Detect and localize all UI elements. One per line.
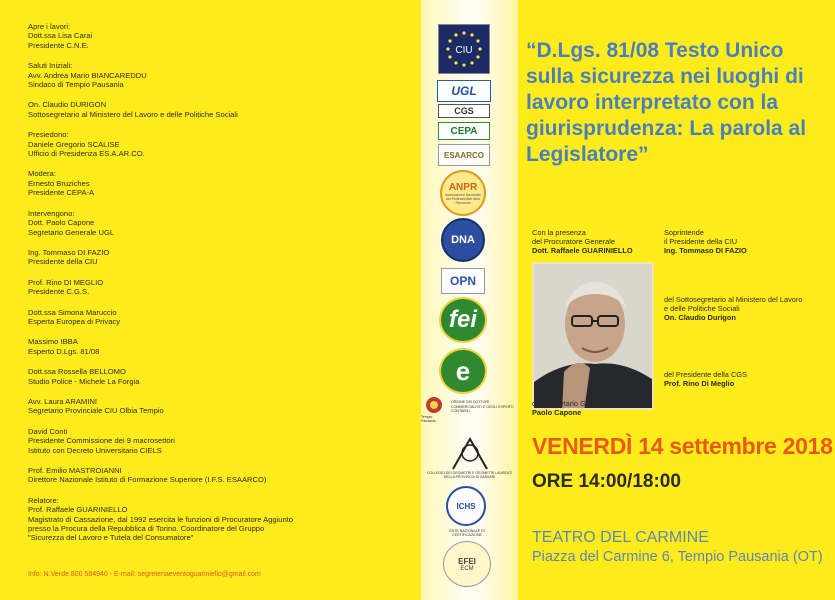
dna-label: DNA xyxy=(451,234,475,246)
speaker-line: Relatore: xyxy=(28,495,59,505)
efei-label: EFEI xyxy=(458,556,476,566)
speaker-line: Magistrato di Cassazione, dal 1992 esercita le funzioni di Procuratore Aggiunto xyxy=(28,514,294,524)
tempio-label: Tempio Pausania xyxy=(421,415,436,423)
ichs-logo xyxy=(446,486,486,526)
speaker-line: Apre i lavori: xyxy=(28,22,71,31)
cgs-logo xyxy=(438,104,490,118)
logo-strip xyxy=(421,0,518,600)
speaker-line: Segretario Provinciale CIU Olbia Tempio xyxy=(28,406,164,416)
speaker-line: Avv. Andrea Mario BIANCAREDDU xyxy=(28,70,147,80)
speaker-line: Sottosegretario al Ministero del Lavoro e delle Politiche Sociali xyxy=(28,109,238,119)
speaker-line: Intervengono: xyxy=(28,208,75,218)
speaker-line: Prof. Rino DI MEGLIO xyxy=(28,277,104,287)
efei-sub-label: ECM xyxy=(460,565,474,572)
speaker-line: Presidente della CIU xyxy=(28,257,98,267)
anpr-sub-label: Associazione Nazionale dei Professionisti della Sicurezza xyxy=(445,192,481,205)
speaker-line: Ing. Tommaso DI FAZIO xyxy=(28,247,110,257)
efei-logo xyxy=(443,541,491,587)
sopr-line: il Presidente della CIU xyxy=(664,237,738,247)
anpr-label: ANPR xyxy=(448,181,478,193)
speaker-line: Direttore Nazionale Istituto di Formazione Superiore (I.F.S. ESAARCO) xyxy=(28,475,267,485)
cgs-name: Prof. Rino Di Meglio xyxy=(664,379,735,389)
speaker-block xyxy=(28,397,408,416)
speaker-line: Presiedono: xyxy=(28,130,69,140)
speaker-line: Ufficio di Presidenza ES.A.AR.CO. xyxy=(28,149,145,159)
cgs-block xyxy=(664,370,747,388)
event-title: “D.Lgs. 81/08 Testo Unico sulla sicurezza nei luoghi di lavoro interpretato con la giurisprudenza: La parola al Legislatore” xyxy=(526,39,807,166)
speaker-line: Presidente CEPA-A xyxy=(28,188,95,198)
speaker-block xyxy=(28,61,408,89)
ichs-label: ICHS xyxy=(456,501,476,511)
ciu-logo xyxy=(438,24,490,74)
sotto-block xyxy=(664,295,802,323)
speaker-block xyxy=(28,337,408,356)
speaker-line: Sindaco di Tempio Pausania xyxy=(28,80,124,90)
event-address: Piazza del Carmine 6, Tempio Pausania (OT) xyxy=(532,549,823,565)
info-line: Info: N.Verde 800 584940 - E-mail: segreteriaeventoguariniello@gmail.com xyxy=(28,571,261,578)
cepa-label: CEPA xyxy=(450,125,478,137)
speaker-line: Presidente C.N.E. xyxy=(28,40,89,50)
speaker-block xyxy=(28,308,408,327)
speaker-line: "Sicurezza del Lavoro e Tutela del Consumatore" xyxy=(28,533,194,543)
ugl-line: del Segretario Generale dell'UGL xyxy=(532,399,641,408)
speaker-block xyxy=(28,100,408,119)
ebli-label: e xyxy=(455,355,471,386)
presence-block xyxy=(532,228,633,256)
ciu-label: CIU xyxy=(455,45,473,56)
dna-logo xyxy=(441,218,485,262)
compass-icon xyxy=(447,435,493,471)
speaker-block xyxy=(28,427,408,455)
speaker-line: presso la Procura della Repubblica di Torino. Coordinatore del Gruppo xyxy=(28,524,265,534)
speaker-block xyxy=(28,130,408,158)
speaker-line: Dott.ssa Simona Maruccio xyxy=(28,307,117,317)
speaker-block xyxy=(28,367,408,386)
speaker-line: Saluti Iniziali: xyxy=(28,61,73,71)
speaker-line: Presidente Commissione dei 9 macrosettori xyxy=(28,436,175,446)
speaker-line: Massimo IBBA xyxy=(28,337,78,347)
speaker-line: Daniele Gregorio SCALISE xyxy=(28,139,120,149)
speaker-block xyxy=(28,248,408,267)
speaker-block xyxy=(28,496,408,543)
portrait-image xyxy=(534,264,654,410)
cgs-line: del Presidente della CGS xyxy=(664,370,747,379)
cepa-logo xyxy=(438,122,490,140)
ordine-label: ORDINE DEI DOTTORI COMMERCIALISTI E DEGLI ESPERTI CONTABILI xyxy=(451,400,514,414)
fei-logo xyxy=(439,297,487,343)
sopr-block xyxy=(664,228,747,256)
ordine-logo xyxy=(451,396,515,418)
esaarco-logo xyxy=(438,144,490,166)
presence-name: Dott. Raffaele GUARINIELLO xyxy=(532,246,633,256)
speaker-block xyxy=(28,22,408,50)
ugl-logo xyxy=(437,80,491,102)
speaker-block xyxy=(28,209,408,237)
speaker-line: Istituto con Decreto Universitario CIELS xyxy=(28,445,162,455)
speaker-line: Esperta Europea di Privacy xyxy=(28,316,121,326)
speaker-line: Ernesto Bruziches xyxy=(28,178,90,188)
opn-label: OPN xyxy=(449,274,476,288)
ugl-block xyxy=(532,399,641,417)
sopr-line: Soprintende xyxy=(664,228,704,237)
speakers-column xyxy=(28,22,408,554)
collegio-logo xyxy=(421,428,518,486)
presence-line: Con la presenza xyxy=(532,228,586,237)
sotto-line: e delle Politiche Sociali xyxy=(664,304,740,314)
event-venue: TEATRO DEL CARMINE xyxy=(532,529,709,546)
crest-icon xyxy=(424,395,444,415)
cgs-label: CGS xyxy=(454,106,474,116)
opn-logo xyxy=(441,268,485,294)
anpr-logo xyxy=(440,170,486,216)
ente-label: ENTE NAZIONALE DI CERTIFICAZIONE xyxy=(449,529,485,537)
presence-line: del Procuratore Generale xyxy=(532,237,615,247)
event-time: ORE 14:00/18:00 xyxy=(532,471,681,492)
collegio-label: COLLEGIO DEI GEOMETRI E GEOMETRI LAUREATI DELLA PROVINCIA DI SASSARI xyxy=(426,470,513,479)
speaker-line: Presidente C.G.S. xyxy=(28,287,90,297)
ugl-label: UGL xyxy=(451,84,477,98)
speaker-block xyxy=(28,278,408,297)
fei-label: fei xyxy=(448,306,477,333)
ebli-logo xyxy=(439,348,487,394)
speaker-line: Dott. Paolo Capone xyxy=(28,218,95,228)
ugl-name: Paolo Capone xyxy=(532,408,582,418)
speaker-line: David Conti xyxy=(28,426,68,436)
tempio-logo xyxy=(421,394,447,424)
speaker-photo xyxy=(532,262,654,410)
esaarco-label: ESAARCO xyxy=(443,150,484,160)
speaker-line: Dott.ssa Rossella BELLOMO xyxy=(28,367,126,377)
eu-stars-icon xyxy=(439,25,489,73)
speaker-line: Dott.ssa Lisa Carai xyxy=(28,31,93,41)
speaker-line: Esperto D.Lgs. 81/08 xyxy=(28,346,100,356)
speaker-line: Prof. Emilio MASTROIANNI xyxy=(28,466,122,475)
speaker-line: Prof. Raffaele GUARINIELLO xyxy=(28,505,128,515)
ente-logo xyxy=(437,527,497,539)
event-panel xyxy=(518,0,835,600)
sotto-line: del Sottosegretario al Ministero del Lavoro xyxy=(664,295,803,304)
event-date: VENERDÌ 14 settembre 2018 xyxy=(532,433,833,459)
speaker-line: On. Claudio DURIGON xyxy=(28,100,107,110)
sopr-name: Ing. Tommaso DI FAZIO xyxy=(664,246,747,256)
speaker-line: Avv. Laura ARAMINI xyxy=(28,396,97,406)
speaker-line: Modera: xyxy=(28,169,56,179)
speaker-block xyxy=(28,466,408,485)
sotto-name: On. Claudio Durigon xyxy=(664,313,736,323)
speaker-line: Segretario Generale UGL xyxy=(28,227,115,237)
speaker-line: Studio Police - Michele La Forgia xyxy=(28,376,140,386)
speaker-block xyxy=(28,169,408,197)
